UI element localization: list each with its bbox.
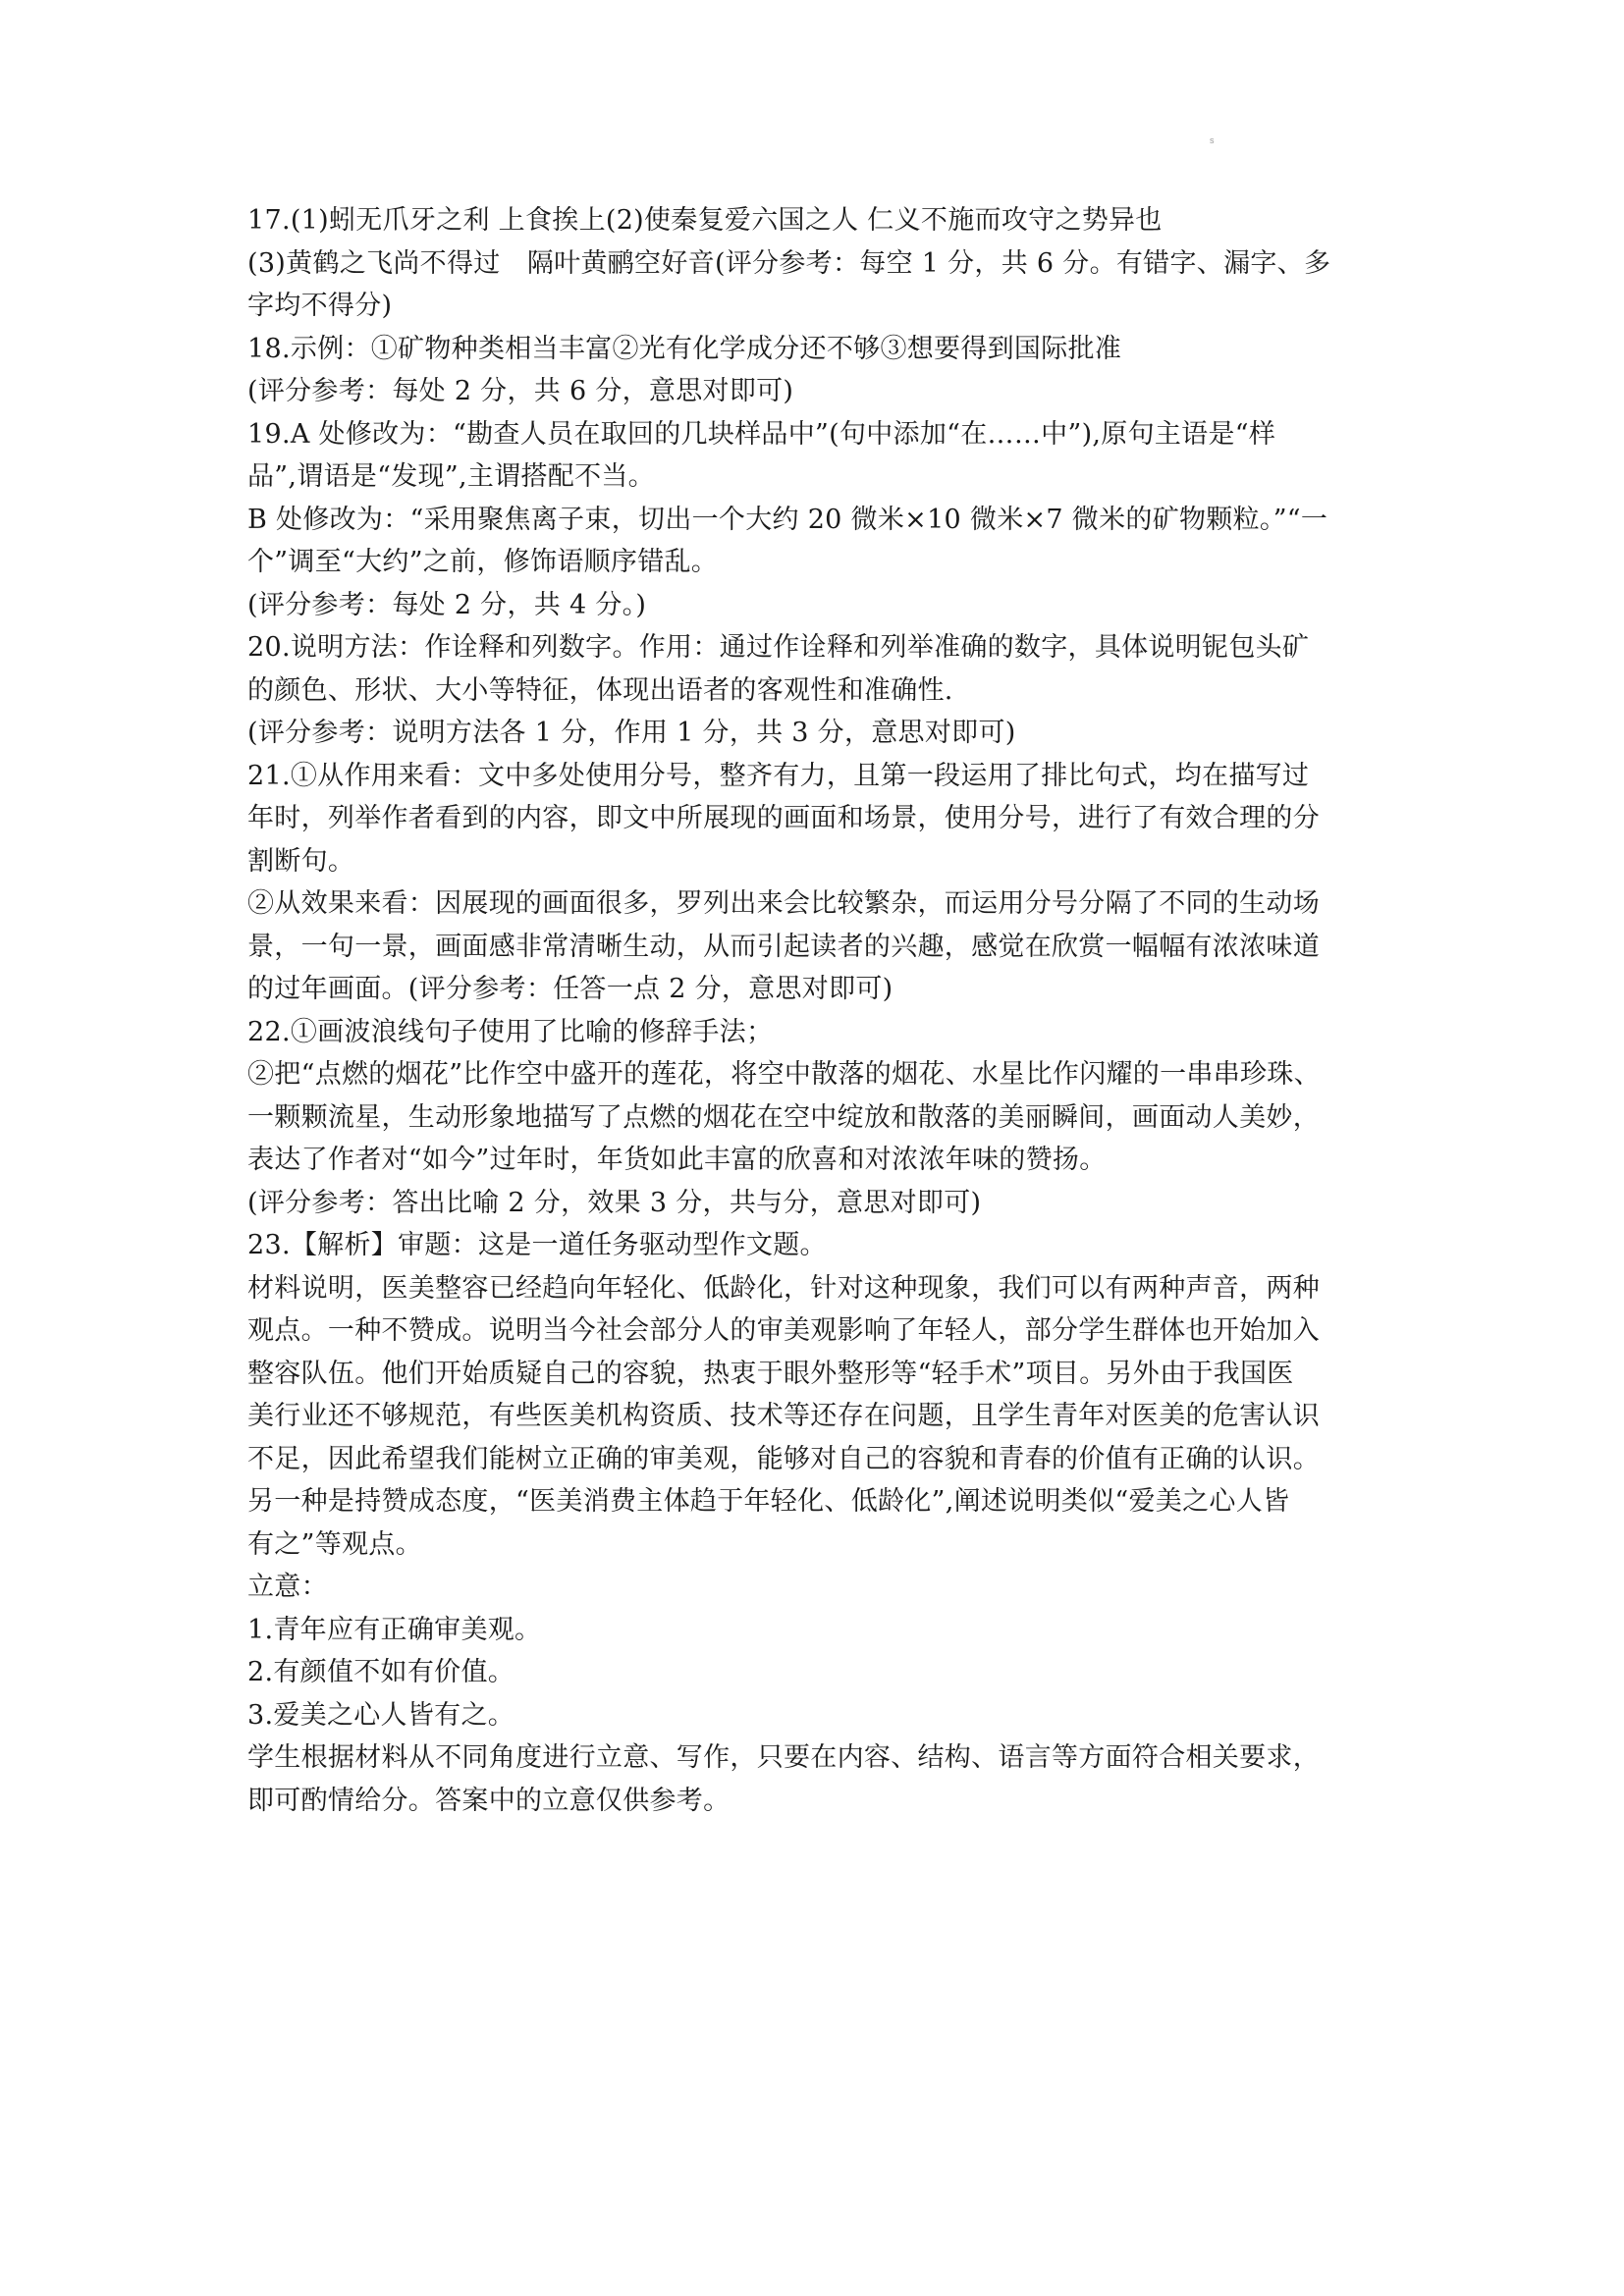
- text-line: 材料说明，医美整容已经趋向年轻化、低龄化，针对这种现象，我们可以有两种声音，两种: [247, 1272, 1320, 1304]
- text-line: (评分参考：每处 2 分，共 6 分，意思对即可): [247, 376, 794, 406]
- text-line: 有之”等观点。: [247, 1528, 422, 1560]
- text-line: (评分参考：说明方法各 1 分，作用 1 分，共 3 分，意思对即可): [247, 718, 1016, 748]
- text-line: 17.(1)蚓无爪牙之利 上食挨上(2)使秦复爱六国之人 仁义不施而攻守之势异也: [247, 205, 1163, 236]
- text-line: 另一种是持赞成态度，“医美消费主体趋于年轻化、低龄化”,阐述说明类似“爱美之心人皆: [247, 1486, 1290, 1517]
- text-line: 的过年画面。(评分参考：任答一点 2 分，意思对即可): [247, 974, 893, 1004]
- text-line: 割断句。: [247, 845, 355, 877]
- text-line: 21.①从作用来看：文中多处使用分号，整齐有力，且第一段运用了排比句式，均在描写过: [247, 760, 1310, 791]
- text-line: 个”调至“大约”之前，修饰语顺序错乱。: [247, 547, 719, 577]
- text-line: B 处修改为：“采用聚焦离子束，切出一个大约 20 微米×10 微米×7 微米的矿物颗粒。”“一: [247, 504, 1328, 535]
- text-line: 22.①画波浪线句子使用了比喻的修辞手法；: [247, 1016, 774, 1047]
- text-line: 18.示例：①矿物种类相当丰富②光有化学成分还不够③想要得到国际批准: [247, 333, 1122, 364]
- text-line: 立意：: [247, 1572, 328, 1602]
- text-line: ②把“点燃的烟花”比作空中盛开的莲花，将空中散落的烟花、水星比作闪耀的一串串珍珠、: [247, 1059, 1321, 1090]
- text-line: 的颜色、形状、大小等特征，体现出语者的客观性和准确性.: [247, 674, 953, 706]
- text-line: 即可酌情给分。答案中的立意仅供参考。: [247, 1785, 731, 1816]
- text-line: 年时，列举作者看到的内容，即文中所展现的画面和场景，使用分号，进行了有效合理的分: [247, 803, 1320, 833]
- text-line: 景，一句一景，画面感非常清晰生动，从而引起读者的兴趣，感觉在欣赏一幅幅有浓浓味道: [247, 931, 1320, 962]
- text-line: 1.青年应有正确审美观。: [247, 1614, 542, 1645]
- text-line: 表达了作者对“如今”过年时，年货如此丰富的欣喜和对浓浓年味的赞扬。: [247, 1145, 1107, 1175]
- text-line: (评分参考：答出比喻 2 分，效果 3 分，共与分，意思对即可): [247, 1187, 982, 1218]
- text-line: (3)黄鹤之飞尚不得过 隔叶黄鹂空好音(评分参考：每空 1 分，共 6 分。有错字、漏字、多: [247, 247, 1331, 279]
- text-line: 学生根据材料从不同角度进行立意、写作，只要在内容、结构、语言等方面符合相关要求，: [247, 1742, 1320, 1773]
- text-line: 整容队伍。他们开始质疑自己的容貌，热衷于眼外整形等“轻手术”项目。另外由于我国医: [247, 1358, 1294, 1389]
- text-line: 一颗颗流星，生动形象地描写了点燃的烟花在空中绽放和散落的美丽瞬间，画面动人美妙，: [247, 1101, 1320, 1133]
- text-line: 19.A 处修改为：“勘查人员在取回的几块样品中”(句中添加“在……中”),原句主语是“样: [247, 418, 1276, 450]
- text-line: 美行业还不够规范，有些医美机构资质、技术等还存在问题，且学生青年对医美的危害认识: [247, 1401, 1320, 1431]
- text-line: 字均不得分): [247, 291, 393, 321]
- corner-mark: s: [1210, 135, 1215, 145]
- text-line: 品”,谓语是“发现”,主谓搭配不当。: [247, 461, 655, 492]
- text-line: 2.有颜值不如有价值。: [247, 1657, 515, 1687]
- text-line: 不足，因此希望我们能树立正确的审美观，能够对自己的容貌和青春的价值有正确的认识。: [247, 1443, 1320, 1474]
- text-line: 23.【解析】审题：这是一道任务驱动型作文题。: [247, 1230, 827, 1260]
- text-line: 观点。一种不赞成。说明当今社会部分人的审美观影响了年轻人，部分学生群体也开始加入: [247, 1315, 1320, 1346]
- text-line: (评分参考：每处 2 分，共 4 分。): [247, 589, 647, 620]
- answer-key-text: [247, 199, 1394, 1822]
- text-line: 20.说明方法：作诠释和列数字。作用：通过作诠释和列举准确的数字，具体说明铌包头矿: [247, 632, 1310, 663]
- text-line: ②从效果来看：因展现的画面很多，罗列出来会比较繁杂，而运用分号分隔了不同的生动场: [247, 888, 1320, 919]
- text-line: 3.爱美之心人皆有之。: [247, 1699, 515, 1731]
